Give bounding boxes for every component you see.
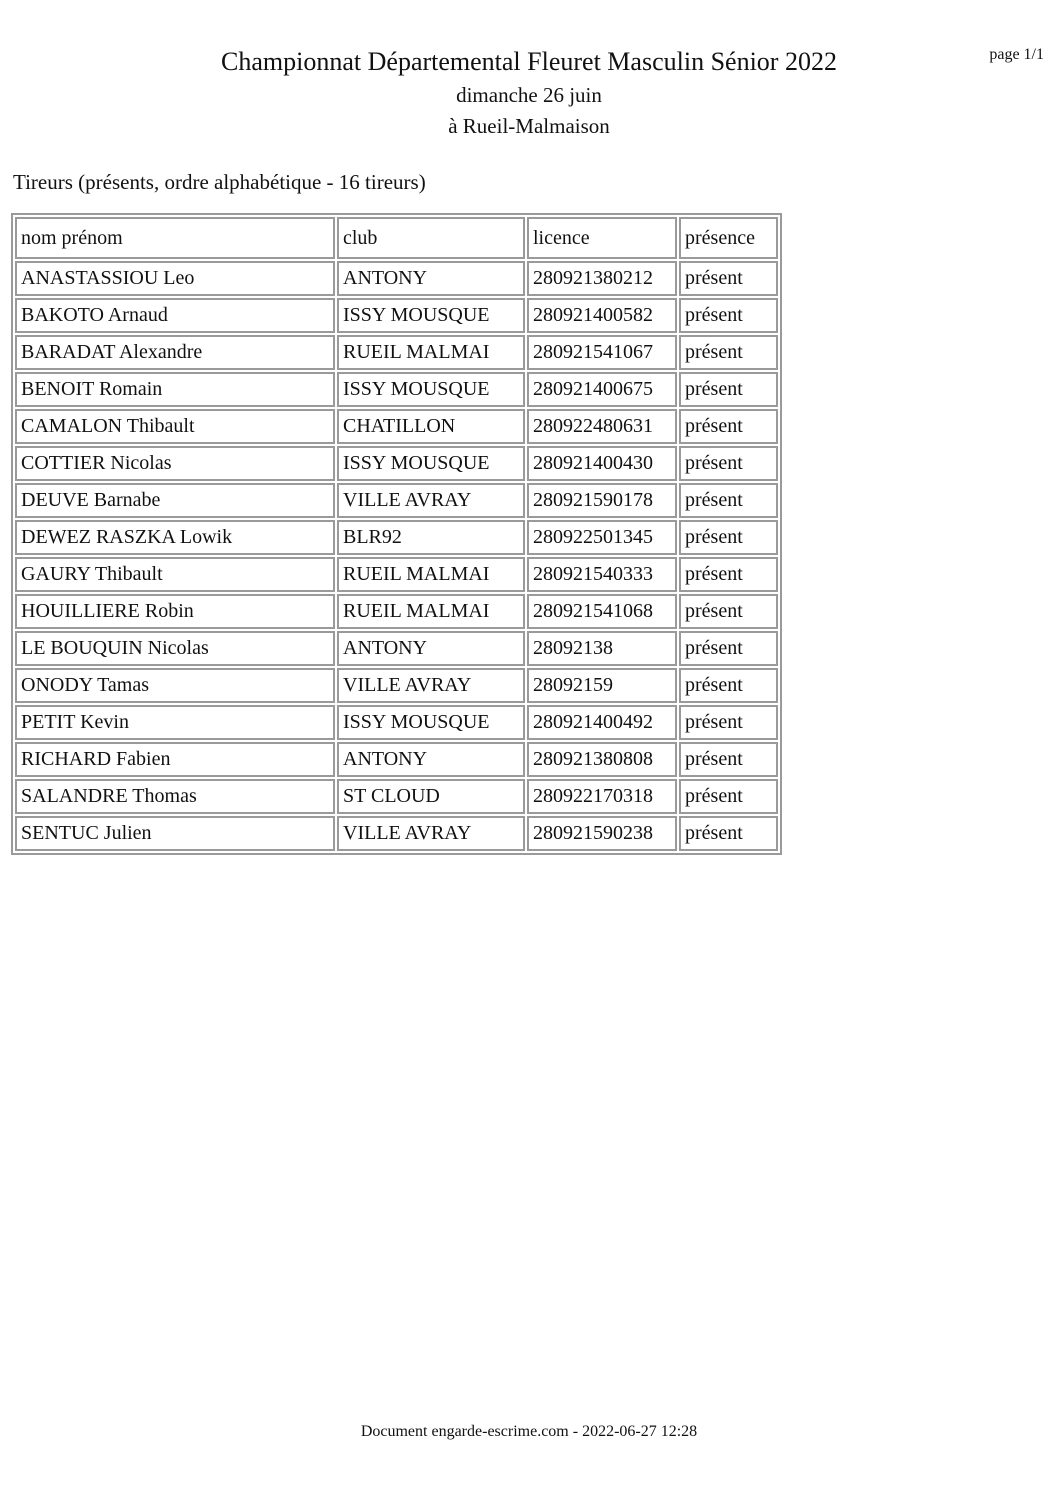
- cell-club: BLR92: [337, 520, 525, 555]
- cell-club: CHATILLON: [337, 409, 525, 444]
- cell-presence: présent: [679, 557, 778, 592]
- table-row: [15, 261, 778, 296]
- cell-presence: présent: [679, 816, 778, 851]
- cell-name: PETIT Kevin: [15, 705, 335, 740]
- table-header-row: [15, 217, 778, 259]
- table-row: [15, 335, 778, 370]
- cell-presence: présent: [679, 520, 778, 555]
- cell-licence: 280921541068: [527, 594, 677, 629]
- cell-name: BAKOTO Arnaud: [15, 298, 335, 333]
- cell-presence: présent: [679, 409, 778, 444]
- cell-presence: présent: [679, 335, 778, 370]
- cell-licence: 28092138: [527, 631, 677, 666]
- cell-name: LE BOUQUIN Nicolas: [15, 631, 335, 666]
- cell-club: ANTONY: [337, 261, 525, 296]
- cell-name: HOUILLIERE Robin: [15, 594, 335, 629]
- cell-licence: 280921541067: [527, 335, 677, 370]
- cell-name: DEUVE Barnabe: [15, 483, 335, 518]
- table-row: [15, 705, 778, 740]
- cell-name: DEWEZ RASZKA Lowik: [15, 520, 335, 555]
- table-row: [15, 298, 778, 333]
- event-date: dimanche 26 juin: [456, 83, 602, 107]
- cell-name: GAURY Thibault: [15, 557, 335, 592]
- cell-presence: présent: [679, 446, 778, 481]
- cell-club: ST CLOUD: [337, 779, 525, 814]
- table-row: [15, 409, 778, 444]
- table-row: [15, 779, 778, 814]
- table-row: [15, 483, 778, 518]
- cell-licence: 280922170318: [527, 779, 677, 814]
- document-header: [0, 44, 1058, 142]
- table-row: [15, 446, 778, 481]
- document-footer: Document engarde-escrime.com - 2022-06-27 12:28: [360, 1423, 698, 1440]
- column-header-club: club: [337, 217, 525, 259]
- cell-presence: présent: [679, 483, 778, 518]
- cell-presence: présent: [679, 372, 778, 407]
- cell-club: RUEIL MALMAI: [337, 594, 525, 629]
- cell-club: VILLE AVRAY: [337, 668, 525, 703]
- cell-licence: 280922501345: [527, 520, 677, 555]
- cell-club: ANTONY: [337, 631, 525, 666]
- table-body: [15, 261, 778, 851]
- cell-name: BARADAT Alexandre: [15, 335, 335, 370]
- column-header-presence: présence: [679, 217, 778, 259]
- cell-club: VILLE AVRAY: [337, 483, 525, 518]
- cell-club: RUEIL MALMAI: [337, 335, 525, 370]
- page-number: page 1/1: [989, 46, 1044, 63]
- cell-name: CAMALON Thibault: [15, 409, 335, 444]
- fencers-table: [11, 213, 782, 855]
- cell-club: ISSY MOUSQUE: [337, 705, 525, 740]
- column-header-name: nom prénom: [15, 217, 335, 259]
- cell-club: ANTONY: [337, 742, 525, 777]
- cell-licence: 280921380808: [527, 742, 677, 777]
- cell-club: ISSY MOUSQUE: [337, 298, 525, 333]
- table-row: [15, 557, 778, 592]
- cell-presence: présent: [679, 668, 778, 703]
- table-row: [15, 372, 778, 407]
- cell-presence: présent: [679, 742, 778, 777]
- cell-club: ISSY MOUSQUE: [337, 446, 525, 481]
- cell-presence: présent: [679, 705, 778, 740]
- cell-name: ANASTASSIOU Leo: [15, 261, 335, 296]
- cell-name: SALANDRE Thomas: [15, 779, 335, 814]
- cell-club: ISSY MOUSQUE: [337, 372, 525, 407]
- event-location: à Rueil-Malmaison: [448, 114, 610, 138]
- cell-name: BENOIT Romain: [15, 372, 335, 407]
- cell-licence: 280921400582: [527, 298, 677, 333]
- section-title: Tireurs (présents, ordre alphabétique - 16 tireurs): [13, 170, 426, 194]
- cell-name: RICHARD Fabien: [15, 742, 335, 777]
- cell-licence: 280921540333: [527, 557, 677, 592]
- cell-name: SENTUC Julien: [15, 816, 335, 851]
- cell-licence: 280921400675: [527, 372, 677, 407]
- cell-licence: 280921590178: [527, 483, 677, 518]
- table-row: [15, 594, 778, 629]
- cell-licence: 280921380212: [527, 261, 677, 296]
- cell-presence: présent: [679, 779, 778, 814]
- document-title: Championnat Départemental Fleuret Masculin Sénior 2022: [221, 47, 837, 76]
- cell-presence: présent: [679, 594, 778, 629]
- table-row: [15, 520, 778, 555]
- cell-club: VILLE AVRAY: [337, 816, 525, 851]
- cell-name: COTTIER Nicolas: [15, 446, 335, 481]
- cell-club: RUEIL MALMAI: [337, 557, 525, 592]
- cell-presence: présent: [679, 261, 778, 296]
- cell-presence: présent: [679, 298, 778, 333]
- column-header-licence: licence: [527, 217, 677, 259]
- table-row: [15, 742, 778, 777]
- table-row: [15, 668, 778, 703]
- cell-licence: 280921400430: [527, 446, 677, 481]
- cell-licence: 280922480631: [527, 409, 677, 444]
- table-row: [15, 816, 778, 851]
- cell-licence: 280921400492: [527, 705, 677, 740]
- cell-name: ONODY Tamas: [15, 668, 335, 703]
- cell-presence: présent: [679, 631, 778, 666]
- cell-licence: 28092159: [527, 668, 677, 703]
- table-row: [15, 631, 778, 666]
- cell-licence: 280921590238: [527, 816, 677, 851]
